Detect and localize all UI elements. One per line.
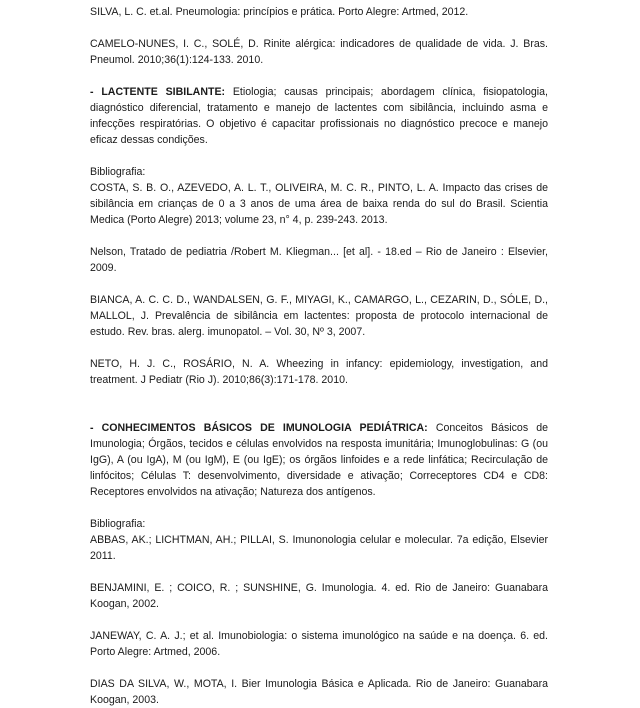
section-imunologia-pediatrica	[90, 420, 548, 500]
section-title: - CONHECIMENTOS BÁSICOS DE IMUNOLOGIA PEDIÁTRICA:	[90, 422, 428, 434]
reference-entry: Nelson, Tratado de pediatria /Robert M. Kliegman... [et al]. - 18.ed – Rio de Janeiro : Elsevier, 2009.	[90, 246, 548, 274]
reference-entry: COSTA, S. B. O., AZEVEDO, A. L. T., OLIVEIRA, M. C. R., PINTO, L. A. Impacto das crises de sibilância em crianças de 0 a 3 anos de uma área de baixa renda do sul do Brasil. Scientia Medica (Porto Alegre) 2013; volume 23, n° 4, p. 239-243. 2013.	[90, 182, 548, 226]
reference-entry: NETO, H. J. C., ROSÁRIO, N. A. Wheezing in infancy: epidemiology, investigation, and treatment. J Pediatr (Rio J). 2010;86(3):171-178. 2010.	[90, 358, 548, 386]
bibliography-label: Bibliografia:	[90, 518, 146, 530]
reference-entry: BENJAMINI, E. ; COICO, R. ; SUNSHINE, G. Imunologia. 4. ed. Rio de Janeiro: Guanabara Koogan, 2002.	[90, 582, 548, 610]
section-body: Etiologia; causas principais; abordagem clínica, fisiopatologia, diagnóstico diferencial, tratamento e manejo de lactentes com sibilância, incluindo asma e infecções respiratórias. O objetivo é capacitar profissionais no diagnóstico precoce e manejo eficaz dessas condições.	[90, 86, 548, 146]
reference-entry: JANEWAY, C. A. J.; et al. Imunobiologia: o sistema imunológico na saúde e na doença. 6. ed. Porto Alegre: Artmed, 2006.	[90, 630, 548, 658]
reference-entry: ABBAS, AK.; LICHTMAN, AH.; PILLAI, S. Imunonologia celular e molecular. 7a edição, Elsevier 2011.	[90, 534, 548, 562]
reference-entry: SILVA, L. C. et.al. Pneumologia: princípios e prática. Porto Alegre: Artmed, 2012.	[90, 6, 469, 18]
section-body: Conceitos Básicos de Imunologia; Órgãos, tecidos e células envolvidos na resposta imunitária; Imunoglobulinas: G (ou IgG), A (ou IgA), M (ou IgM), E (ou IgE); os órgãos linfoides e a rede linfática; Recirculação de linfócitos; Células T: desenvolvimento, diversidade e ativação; Correceptores CD4 e CD8: Receptores envolvidos na ativação; Natureza dos antígenos.	[90, 422, 548, 498]
bibliography-label: Bibliografia:	[90, 166, 146, 178]
section-title: - LACTENTE SIBILANTE:	[90, 86, 226, 98]
section-lactente-sibilante	[90, 84, 548, 148]
reference-entry: BIANCA, A. C. C. D., WANDALSEN, G. F., MIYAGI, K., CAMARGO, L., CEZARIN, D., SÓLE, D., MALLOL, J. Prevalência de sibilância em lactentes: proposta de protocolo internacional de estudo. Rev. bras. alerg. imunopatol. – Vol. 30, Nº 3, 2007.	[90, 294, 548, 338]
reference-entry: DIAS DA SILVA, W., MOTA, I. Bier Imunologia Básica e Aplicada. Rio de Janeiro: Guanabara Koogan, 2003.	[90, 678, 548, 706]
reference-entry: CAMELO-NUNES, I. C., SOLÉ, D. Rinite alérgica: indicadores de qualidade de vida. J. Bras. Pneumol. 2010;36(1):124-133. 2010.	[90, 38, 548, 66]
document-page	[90, 4, 548, 708]
